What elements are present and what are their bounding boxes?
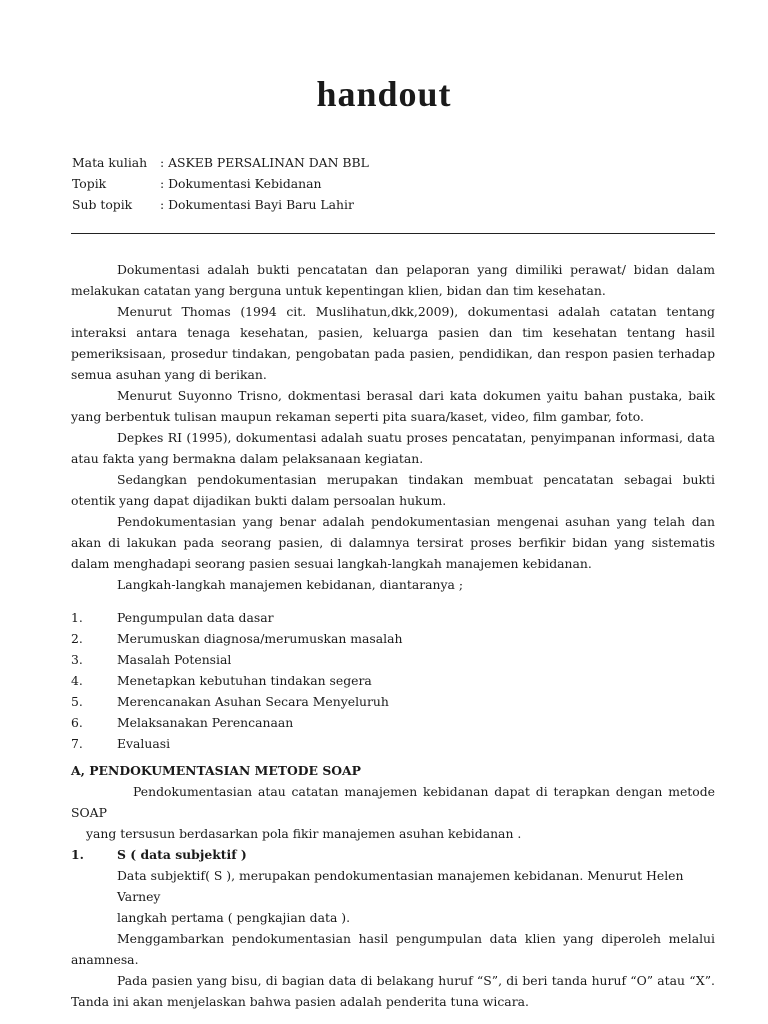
management-steps-list — [71, 607, 715, 754]
topic-row — [72, 173, 716, 194]
header-divider — [71, 233, 715, 234]
list-item — [71, 670, 715, 691]
list-text: Pengumpulan data dasar — [117, 610, 274, 625]
paragraph: Langkah-langkah manajemen kebidanan, diantaranya ; — [117, 577, 464, 592]
list-text: Merencanakan Asuhan Secara Menyeluruh — [117, 694, 389, 709]
spacer — [71, 595, 715, 607]
list-item — [71, 733, 715, 754]
soap-intro-line: Pendokumentasian atau catatan manajemen kebidanan dapat di terapkan dengan metode SOAP — [71, 784, 715, 820]
list-text: Evaluasi — [117, 736, 171, 751]
paragraph: Menggambarkan pendokumentasian hasil pengumpulan data klien yang diperoleh melalui anamnesa. — [71, 931, 715, 967]
section-heading: A, PENDOKUMENTASIAN METODE SOAP — [71, 763, 361, 778]
list-number: 6. — [71, 715, 83, 730]
list-item — [71, 712, 715, 733]
course-info — [72, 152, 716, 215]
course-label: Mata kuliah — [72, 155, 148, 170]
list-text: Melaksanakan Perencanaan — [117, 715, 294, 730]
list-number: 3. — [71, 652, 83, 667]
subtopic-row — [72, 194, 716, 215]
list-number: 7. — [71, 736, 83, 751]
paragraph: Sedangkan pendokumentasian merupakan tindakan membuat pencatatan sebagai bukti otentik yang dapat dijadikan bukti dalam persoalan hukum. — [71, 472, 715, 508]
subjective-text-line: langkah pertama ( pengkajian data ). — [117, 910, 351, 925]
page-title: handout — [316, 74, 452, 114]
subsection-heading — [71, 844, 715, 865]
list-text: Merumuskan diagnosa/merumuskan masalah — [117, 631, 403, 646]
list-text: Menetapkan kebutuhan tindakan segera — [117, 673, 372, 688]
paragraph: Menurut Thomas (1994 cit. Muslihatun,dkk,2009), dokumentasi adalah catatan tentang interaksi antara tenaga kesehatan, pasien, keluarga pasien dan tim kesehatan tentang hasil pemeriksisaan, prosedur tindakan, pengobatan pada pasien, pendidikan, dan respon pasien terhadap semua asuhan yang di berikan. — [71, 304, 715, 382]
list-item — [71, 691, 715, 712]
list-number: 1. — [71, 610, 83, 625]
paragraph: Menurut Suyonno Trisno, dokmentasi berasal dari kata dokumen yaitu bahan pustaka, baik yang berbentuk tulisan maupun rekaman seperti pita suara/kaset, video, film gambar, foto. — [71, 388, 715, 424]
subsection-body — [71, 865, 715, 928]
document-body — [71, 259, 715, 1012]
list-item — [71, 649, 715, 670]
course-row — [72, 152, 716, 173]
list-number: 5. — [71, 694, 83, 709]
subsection-title: S ( data subjektif ) — [117, 847, 247, 862]
topic-value: : Dokumentasi Kebidanan — [160, 176, 322, 191]
subtopic-label: Sub topik — [72, 197, 133, 212]
course-value: : ASKEB PERSALINAN DAN BBL — [160, 155, 369, 170]
soap-intro-line: yang tersusun berdasarkan pola fikir manajemen asuhan kebidanan . — [86, 826, 522, 841]
list-item — [71, 607, 715, 628]
list-item — [71, 628, 715, 649]
list-number: 4. — [71, 673, 83, 688]
list-number: 2. — [71, 631, 83, 646]
subtopic-value: : Dokumentasi Bayi Baru Lahir — [160, 197, 354, 212]
paragraph: Dokumentasi adalah bukti pencatatan dan pelaporan yang dimiliki perawat/ bidan dalam melakukan catatan yang berguna untuk kepentingan klien, bidan dan tim kesehatan. — [71, 262, 715, 298]
subsection-number: 1. — [71, 847, 84, 862]
subjective-text-line: Data subjektif( S ), merupakan pendokumentasian manajemen kebidanan. Menurut Helen Varney — [117, 868, 684, 904]
list-text: Masalah Potensial — [117, 652, 232, 667]
paragraph: Pendokumentasian yang benar adalah pendokumentasian mengenai asuhan yang telah dan akan di lakukan pada seorang pasien, di dalamnya tersirat proses berfikir bidan yang sistematis dalam menghadapi seorang pasien sesuai langkah-langkah manajemen kebidanan. — [71, 514, 715, 571]
topic-label: Topik — [72, 176, 107, 191]
paragraph: Pada pasien yang bisu, di bagian data di belakang huruf “S”, di beri tanda huruf “O” atau “X”. Tanda ini akan menjelaskan bahwa pasien adalah penderita tuna wicara. — [71, 973, 715, 1009]
paragraph: Depkes RI (1995), dokumentasi adalah suatu proses pencatatan, penyimpanan informasi, data atau fakta yang bermakna dalam pelaksanaan kegiatan. — [71, 430, 715, 466]
